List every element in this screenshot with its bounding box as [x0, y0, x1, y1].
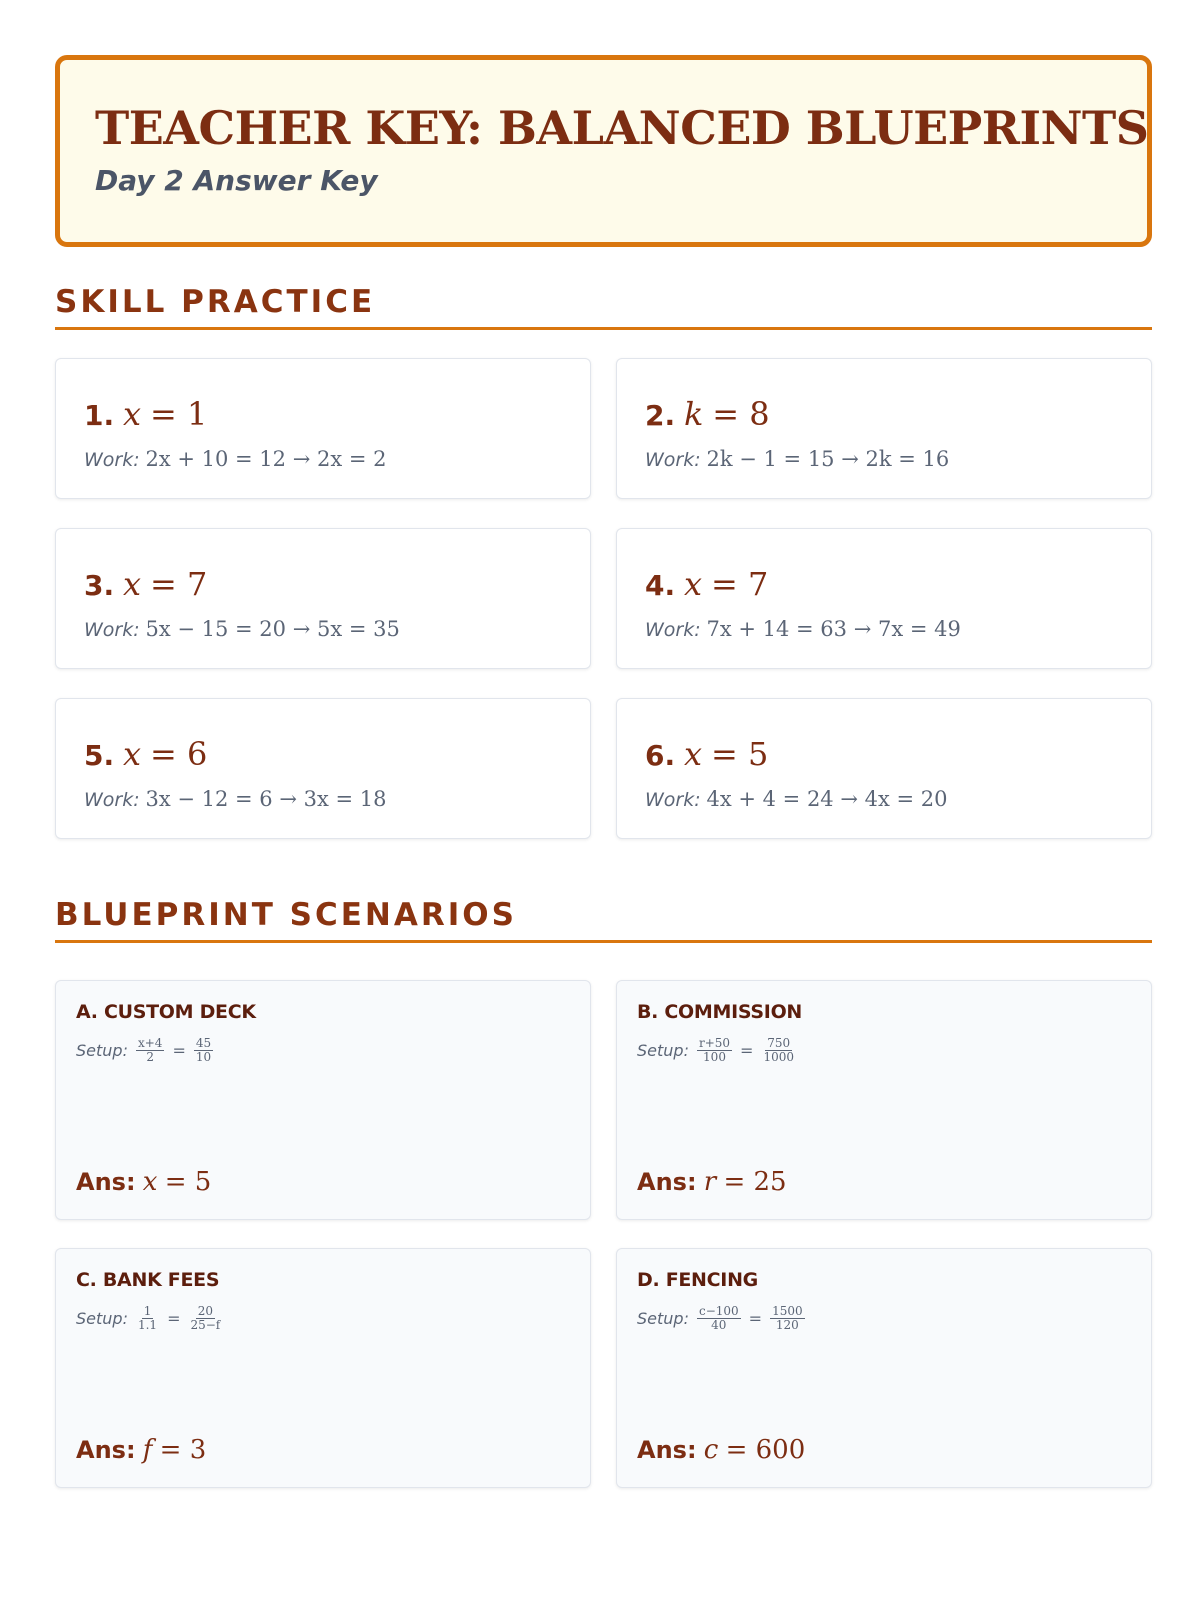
scenario-card-d [616, 1248, 1152, 1488]
skill-work: Work: 3x − 12 = 6 → 3x = 18 [84, 787, 387, 811]
scenario-setup: Setup: $\frac{c-100}{40}$ = $\frac{1500}{120}$ [637, 1304, 803, 1332]
skill-answer: 5. x = 6 [84, 735, 208, 773]
fraction-left: $\frac{x+4}{2}$ [137, 1036, 163, 1064]
skill-work: Work: 5x − 15 = 20 → 5x = 35 [84, 617, 400, 641]
fraction-left: $\frac{1}{1.1}$ [137, 1304, 158, 1332]
skill-answer: 2. k = 8 [645, 395, 770, 433]
fraction-right: $\frac{20}{25-f}$ [190, 1304, 221, 1332]
scenario-title: B. COMMISSION [637, 1001, 803, 1023]
header-box [55, 55, 1152, 247]
skill-answer: 3. x = 7 [84, 565, 208, 603]
skill-card-6 [616, 698, 1152, 839]
scenario-setup: Setup: $\frac{x+4}{2}$ = $\frac{45}{10}$ [76, 1036, 212, 1064]
scenario-card-c [55, 1248, 591, 1488]
skill-answer: 4. x = 7 [645, 565, 769, 603]
skill-card-1 [55, 358, 591, 499]
skill-work: Work: 7x + 14 = 63 → 7x = 49 [645, 617, 961, 641]
skill-card-2 [616, 358, 1152, 499]
skill-card-5 [55, 698, 591, 839]
skill-work: Work: 2x + 10 = 12 → 2x = 2 [84, 447, 387, 471]
scenario-answer: Ans: r = 25 [637, 1167, 787, 1197]
page-title: TEACHER KEY: BALANCED BLUEPRINTS [95, 101, 1149, 155]
fraction-right: $\frac{45}{10}$ [195, 1036, 212, 1064]
skill-card-3 [55, 528, 591, 669]
scenario-setup: Setup: $\frac{r+50}{100}$ = $\frac{750}{1000}$ [637, 1036, 794, 1064]
page-subtitle: Day 2 Answer Key [95, 164, 378, 197]
skill-answer: 6. x = 5 [645, 735, 769, 773]
skill-practice-heading: SKILL PRACTICE [55, 287, 1152, 330]
scenario-title: C. BANK FEES [76, 1269, 220, 1291]
scenario-setup: Setup: $\frac{1}{1.1}$ = $\frac{20}{25-f}$ [76, 1304, 221, 1332]
fraction-left: $\frac{c-100}{40}$ [698, 1304, 739, 1332]
scenario-title: D. FENCING [637, 1269, 758, 1291]
scenario-card-a [55, 980, 591, 1220]
fraction-right: $\frac{1500}{120}$ [772, 1304, 803, 1332]
scenario-answer: Ans: f = 3 [76, 1435, 207, 1465]
scenario-answer: Ans: x = 5 [76, 1167, 212, 1197]
scenario-title: A. CUSTOM DECK [76, 1001, 256, 1023]
fraction-left: $\frac{r+50}{100}$ [698, 1036, 731, 1064]
scenario-answer: Ans: c = 600 [637, 1435, 806, 1465]
scenario-card-b [616, 980, 1152, 1220]
skill-card-4 [616, 528, 1152, 669]
skill-answer: 1. x = 1 [84, 395, 208, 433]
fraction-right: $\frac{750}{1000}$ [763, 1036, 794, 1064]
skill-work: Work: 4x + 4 = 24 → 4x = 20 [645, 787, 948, 811]
skill-work: Work: 2k − 1 = 15 → 2k = 16 [645, 447, 950, 471]
blueprint-scenarios-heading: BLUEPRINT SCENARIOS [55, 900, 1152, 943]
